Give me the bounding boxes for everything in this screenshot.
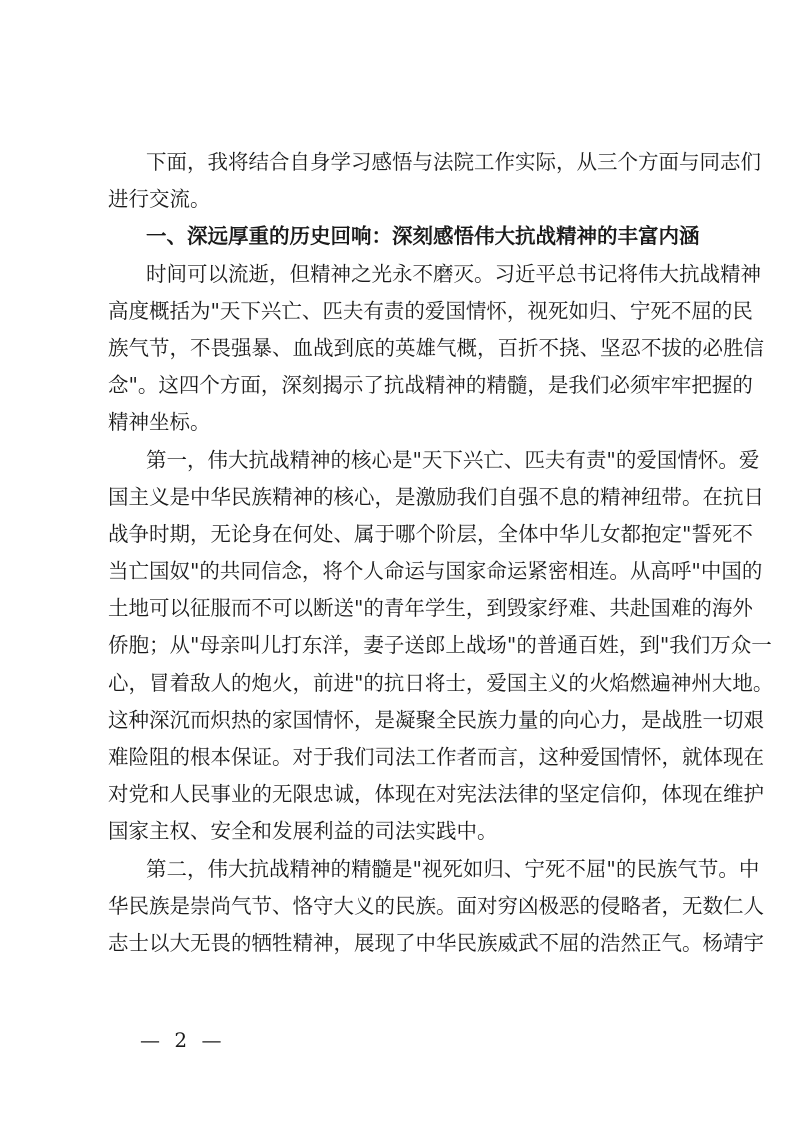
text-line: 侨胞；从"母亲叫儿打东洋，妻子送郎上战场"的普通百姓，到"我们万众一 bbox=[108, 633, 772, 658]
text-line: 心，冒着敌人的炮火，前进"的抗日将士，爱国主义的火焰燃遍神州大地。 bbox=[108, 670, 774, 695]
text-line: 进行交流。 bbox=[108, 187, 211, 212]
text-line: 时间可以流逝，但精神之光永不磨灭。习近平总书记将伟大抗战精神 bbox=[146, 261, 761, 286]
text-line: 当亡国奴"的共同信念，将个人命运与国家命运紧密相连。从高呼"中国的 bbox=[108, 559, 763, 584]
text-line: 土地可以征服而不可以断送"的青年学生，到毁家纾难、共赴国难的海外 bbox=[108, 596, 753, 621]
text-line: 一、深远厚重的历史回响：深刻感悟伟大抗战精神的丰富内涵 bbox=[146, 224, 700, 249]
text-line: 高度概括为"天下兴亡、匹夫有责的爱国情怀，视死如归、宁死不屈的民 bbox=[108, 298, 753, 323]
paragraph bbox=[108, 256, 764, 442]
text-line: 难险阻的根本保证。对于我们司法工作者而言，这种爱国情怀，就体现在 bbox=[108, 745, 764, 769]
text-line: 精神坐标。 bbox=[108, 410, 211, 435]
page-number: — 2 — bbox=[140, 1028, 226, 1052]
text-line: 国家主权、安全和发展利益的司法实践中。 bbox=[108, 819, 498, 844]
text-line: 念"。这四个方面，深刻揭示了抗战精神的精髓，是我们必须牢牢把握的 bbox=[108, 373, 753, 398]
section-heading bbox=[108, 218, 704, 255]
text-line: 这种深沉而炽热的家国情怀，是凝聚全民族力量的向心力，是战胜一切艰 bbox=[108, 707, 764, 732]
text-line: 下面，我将结合自身学习感悟与法院工作实际，从三个方面与同志们 bbox=[146, 150, 761, 174]
text-line: 志士以大无畏的牺牲精神，展现了中华民族威武不屈的浩然正气。杨靖宇 bbox=[108, 930, 764, 955]
document-body bbox=[108, 144, 774, 962]
paragraph bbox=[108, 851, 764, 963]
text-line: 战争时期，无论身在何处、属于哪个阶层，全体中华儿女都抱定"誓死不 bbox=[108, 521, 753, 546]
text-line: 对党和人民事业的无限忠诚，体现在对宪法法律的坚定信仰，体现在维护 bbox=[108, 782, 764, 807]
text-line: 华民族是崇尚气节、恪守大义的民族。面对穷凶极恶的侵略者，无数仁人 bbox=[108, 893, 764, 918]
text-line: 国主义是中华民族精神的核心，是激励我们自强不息的精神纽带。在抗日 bbox=[108, 484, 764, 509]
text-line: 族气节，不畏强暴、血战到底的英雄气概，百折不挠、坚忍不拔的必胜信 bbox=[108, 335, 764, 360]
paragraph bbox=[108, 144, 761, 218]
text-line: 第二，伟大抗战精神的精髓是"视死如归、宁死不屈"的民族气节。中 bbox=[146, 856, 760, 881]
text-line: 第一，伟大抗战精神的核心是"天下兴亡、匹夫有责"的爱国情怀。爱 bbox=[146, 447, 760, 472]
paragraph bbox=[108, 442, 774, 851]
